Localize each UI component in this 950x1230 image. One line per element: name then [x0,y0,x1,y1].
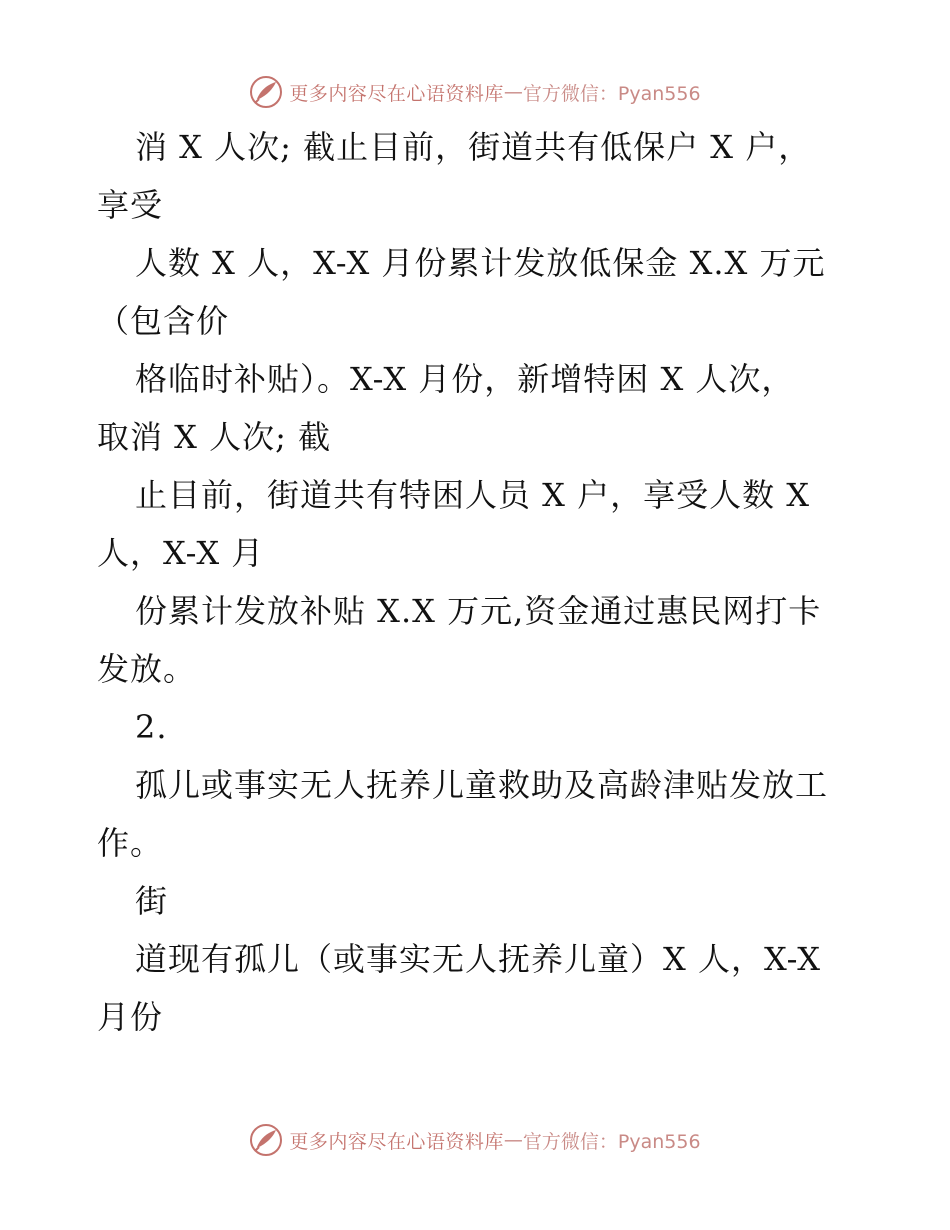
text-line: 孤儿或事实无人抚养儿童救助及高龄津贴发放工 [135,766,829,804]
text-line: 道现有孤儿（或事实无人抚养儿童）X 人，X-X [135,940,822,978]
watermark-separator: — [503,1129,523,1151]
text-line: 人数 X 人，X-X 月份累计发放低保金 X.X 万元 [135,244,826,282]
text-line: 格临时补贴）。X-X 月份，新增特困 X 人次， [135,360,795,398]
watermark-main-text: 更多内容尽在心语资料库 [289,82,504,105]
text-line: 取消 X 人次; 截 [97,418,332,456]
text-line: （包含价 [97,302,230,340]
document-body [97,118,857,1046]
text-line: 份累计发放补贴 X.X 万元,资金通过惠民网打卡 [135,592,822,630]
header-watermark [0,72,950,112]
text-line: 消 X 人次; 截止目前，街道共有低保户 X 户， [135,128,812,166]
watermark-suffix-text: 官方微信：Pyan556 [522,82,701,105]
text-line: 街 [135,882,169,920]
watermark-main-text: 更多内容尽在心语资料库 [289,1130,504,1153]
feather-pen-logo-icon [249,1123,283,1157]
text-line: 月份 [97,998,164,1036]
watermark-suffix-text: 官方微信：Pyan556 [522,1130,701,1153]
text-line: 2. [135,708,168,746]
text-line: 发放。 [97,650,197,688]
feather-pen-logo-icon [249,75,283,109]
text-line: 享受 [97,186,164,224]
footer-watermark [0,1120,950,1160]
text-line: 人，X-X 月 [97,534,265,572]
text-line: 止目前，街道共有特困人员 X 户，享受人数 X [135,476,811,514]
text-line: 作。 [97,824,164,862]
watermark-separator: — [503,81,523,103]
